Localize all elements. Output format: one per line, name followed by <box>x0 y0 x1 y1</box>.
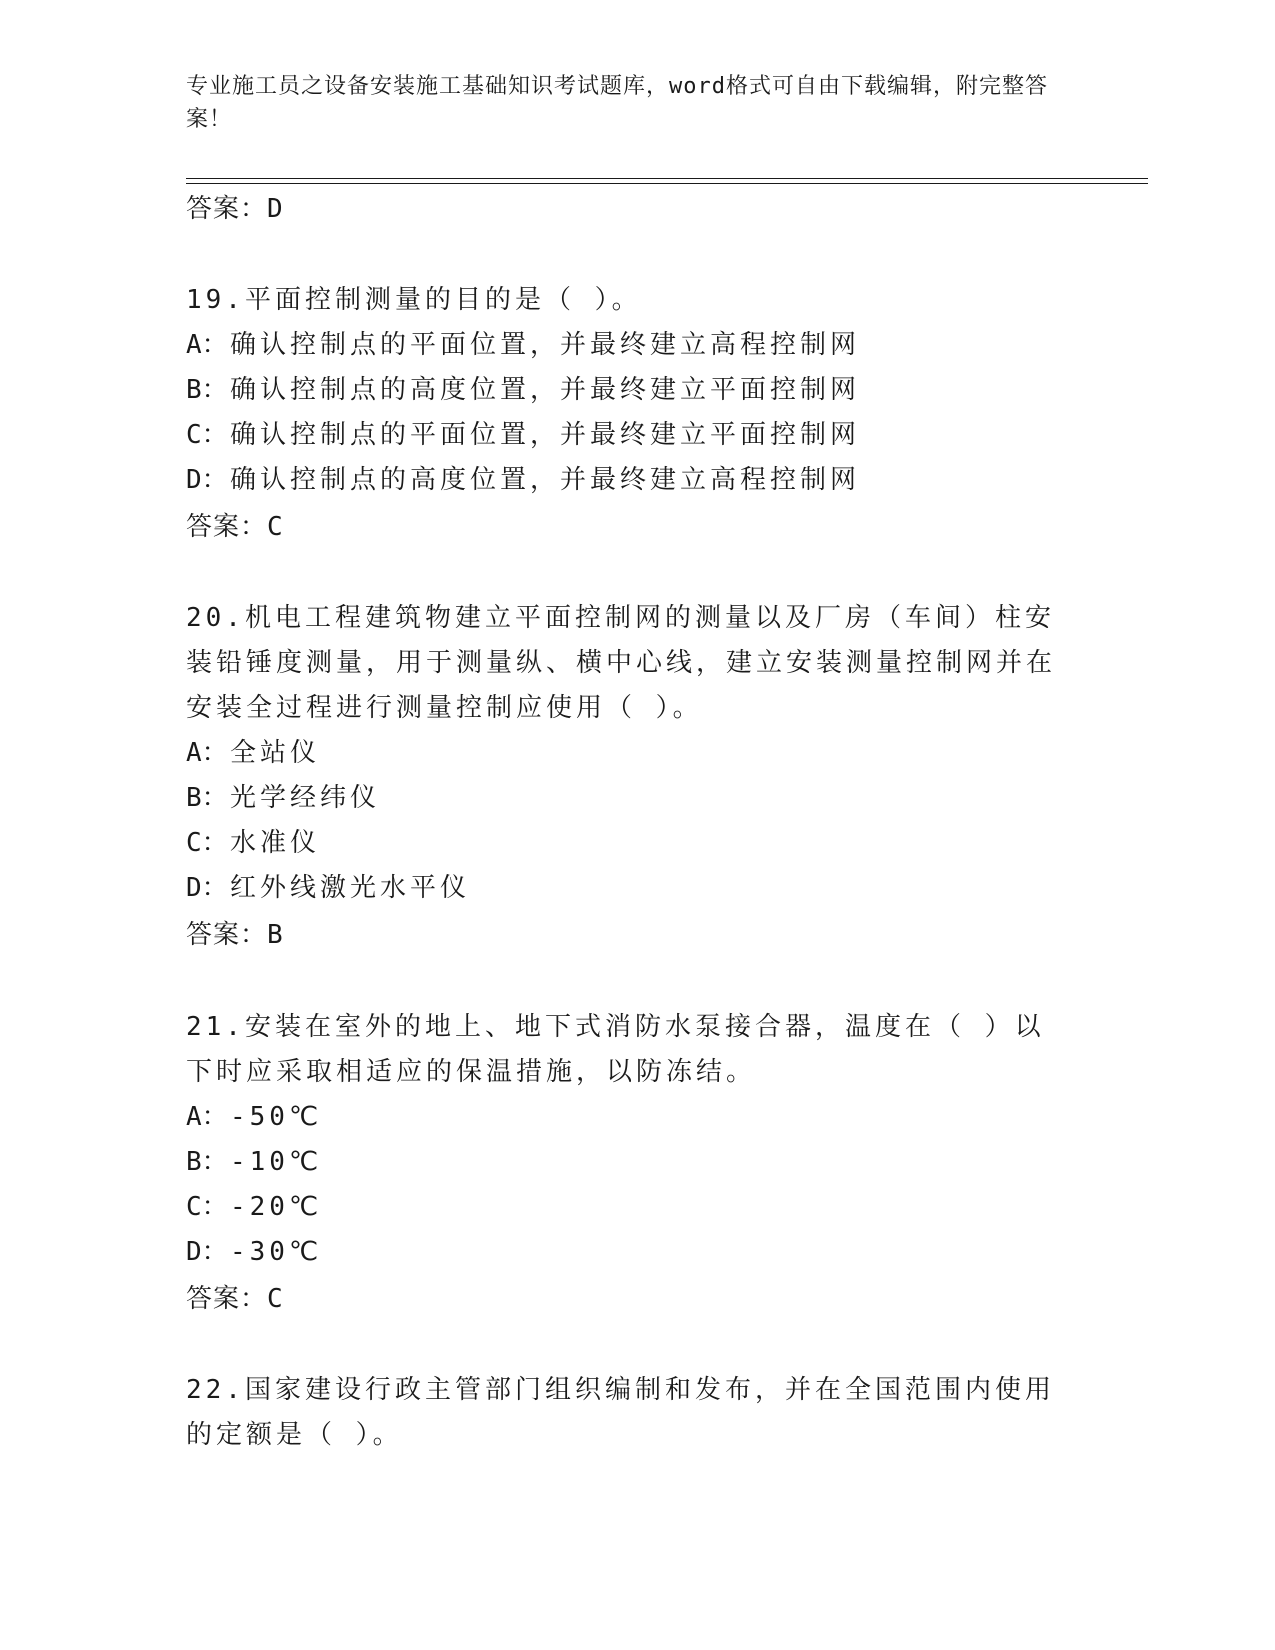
option-a <box>186 1095 1066 1140</box>
answer-value: C <box>267 1284 284 1314</box>
option-key: A： <box>186 738 228 768</box>
option-key: D： <box>186 465 228 495</box>
option-text: 确认控制点的平面位置，并最终建立平面控制网 <box>230 420 861 450</box>
question-stem: 22.国家建设行政主管部门组织编制和发布，并在全国范围内使用的定额是（ ）。 <box>186 1375 1055 1450</box>
option-key: D： <box>186 1237 228 1267</box>
question-stem: 19.平面控制测量的目的是（ ）。 <box>186 285 642 315</box>
option-a <box>186 323 1066 368</box>
option-key: B： <box>186 783 228 813</box>
option-text: 确认控制点的高度位置，并最终建立高程控制网 <box>230 465 861 495</box>
option-d <box>186 1230 1066 1275</box>
question-20 <box>186 596 1066 911</box>
option-text: 红外线激光水平仪 <box>230 873 471 903</box>
option-text: 确认控制点的高度位置，并最终建立平面控制网 <box>230 375 861 405</box>
option-text: -20℃ <box>230 1192 323 1222</box>
option-b <box>186 368 1066 413</box>
answer-line <box>186 918 284 952</box>
question-stem: 21.安装在室外的地上、地下式消防水泵接合器，温度在（ ）以下时应采取相适应的保温措施，以防冻结。 <box>186 1012 1045 1087</box>
option-c <box>186 1185 1066 1230</box>
option-key: C： <box>186 420 228 450</box>
option-text: 光学经纬仪 <box>230 783 381 813</box>
answer-value: B <box>267 920 284 950</box>
option-key: D： <box>186 873 228 903</box>
question-22 <box>186 1368 1066 1458</box>
option-key: C： <box>186 1192 228 1222</box>
answer-value: D <box>267 194 284 224</box>
option-text: 水准仪 <box>230 828 321 858</box>
answer-label: 答案： <box>186 194 268 224</box>
option-key: C： <box>186 828 228 858</box>
option-a <box>186 731 1066 776</box>
header-divider-bottom <box>186 183 1148 184</box>
option-b <box>186 776 1066 821</box>
option-b <box>186 1140 1066 1185</box>
question-19 <box>186 278 1066 503</box>
option-text: 确认控制点的平面位置，并最终建立高程控制网 <box>230 330 861 360</box>
option-text: -30℃ <box>230 1237 323 1267</box>
option-key: B： <box>186 375 228 405</box>
question-21 <box>186 1005 1066 1275</box>
question-stem: 20.机电工程建筑物建立平面控制网的测量以及厂房（车间）柱安装铅锤度测量，用于测量纵、横中心线，建立安装测量控制网并在安装全过程进行测量控制应使用（ ）。 <box>186 603 1057 723</box>
answer-line <box>186 192 284 226</box>
header-divider-top <box>186 178 1148 179</box>
option-d <box>186 458 1066 503</box>
document-header: 专业施工员之设备安装施工基础知识考试题库，word格式可自由下载编辑，附完整答案！ <box>186 74 1048 132</box>
answer-value: C <box>267 512 284 542</box>
answer-label: 答案： <box>186 920 268 950</box>
option-d <box>186 866 1066 911</box>
option-key: A： <box>186 1102 228 1132</box>
answer-label: 答案： <box>186 512 268 542</box>
answer-line <box>186 1282 284 1316</box>
option-text: 全站仪 <box>230 738 321 768</box>
option-text: -10℃ <box>230 1147 323 1177</box>
answer-label: 答案： <box>186 1284 268 1314</box>
answer-line <box>186 510 284 544</box>
option-key: B： <box>186 1147 228 1177</box>
option-c <box>186 821 1066 866</box>
option-key: A： <box>186 330 228 360</box>
option-text: -50℃ <box>230 1102 323 1132</box>
option-c <box>186 413 1066 458</box>
